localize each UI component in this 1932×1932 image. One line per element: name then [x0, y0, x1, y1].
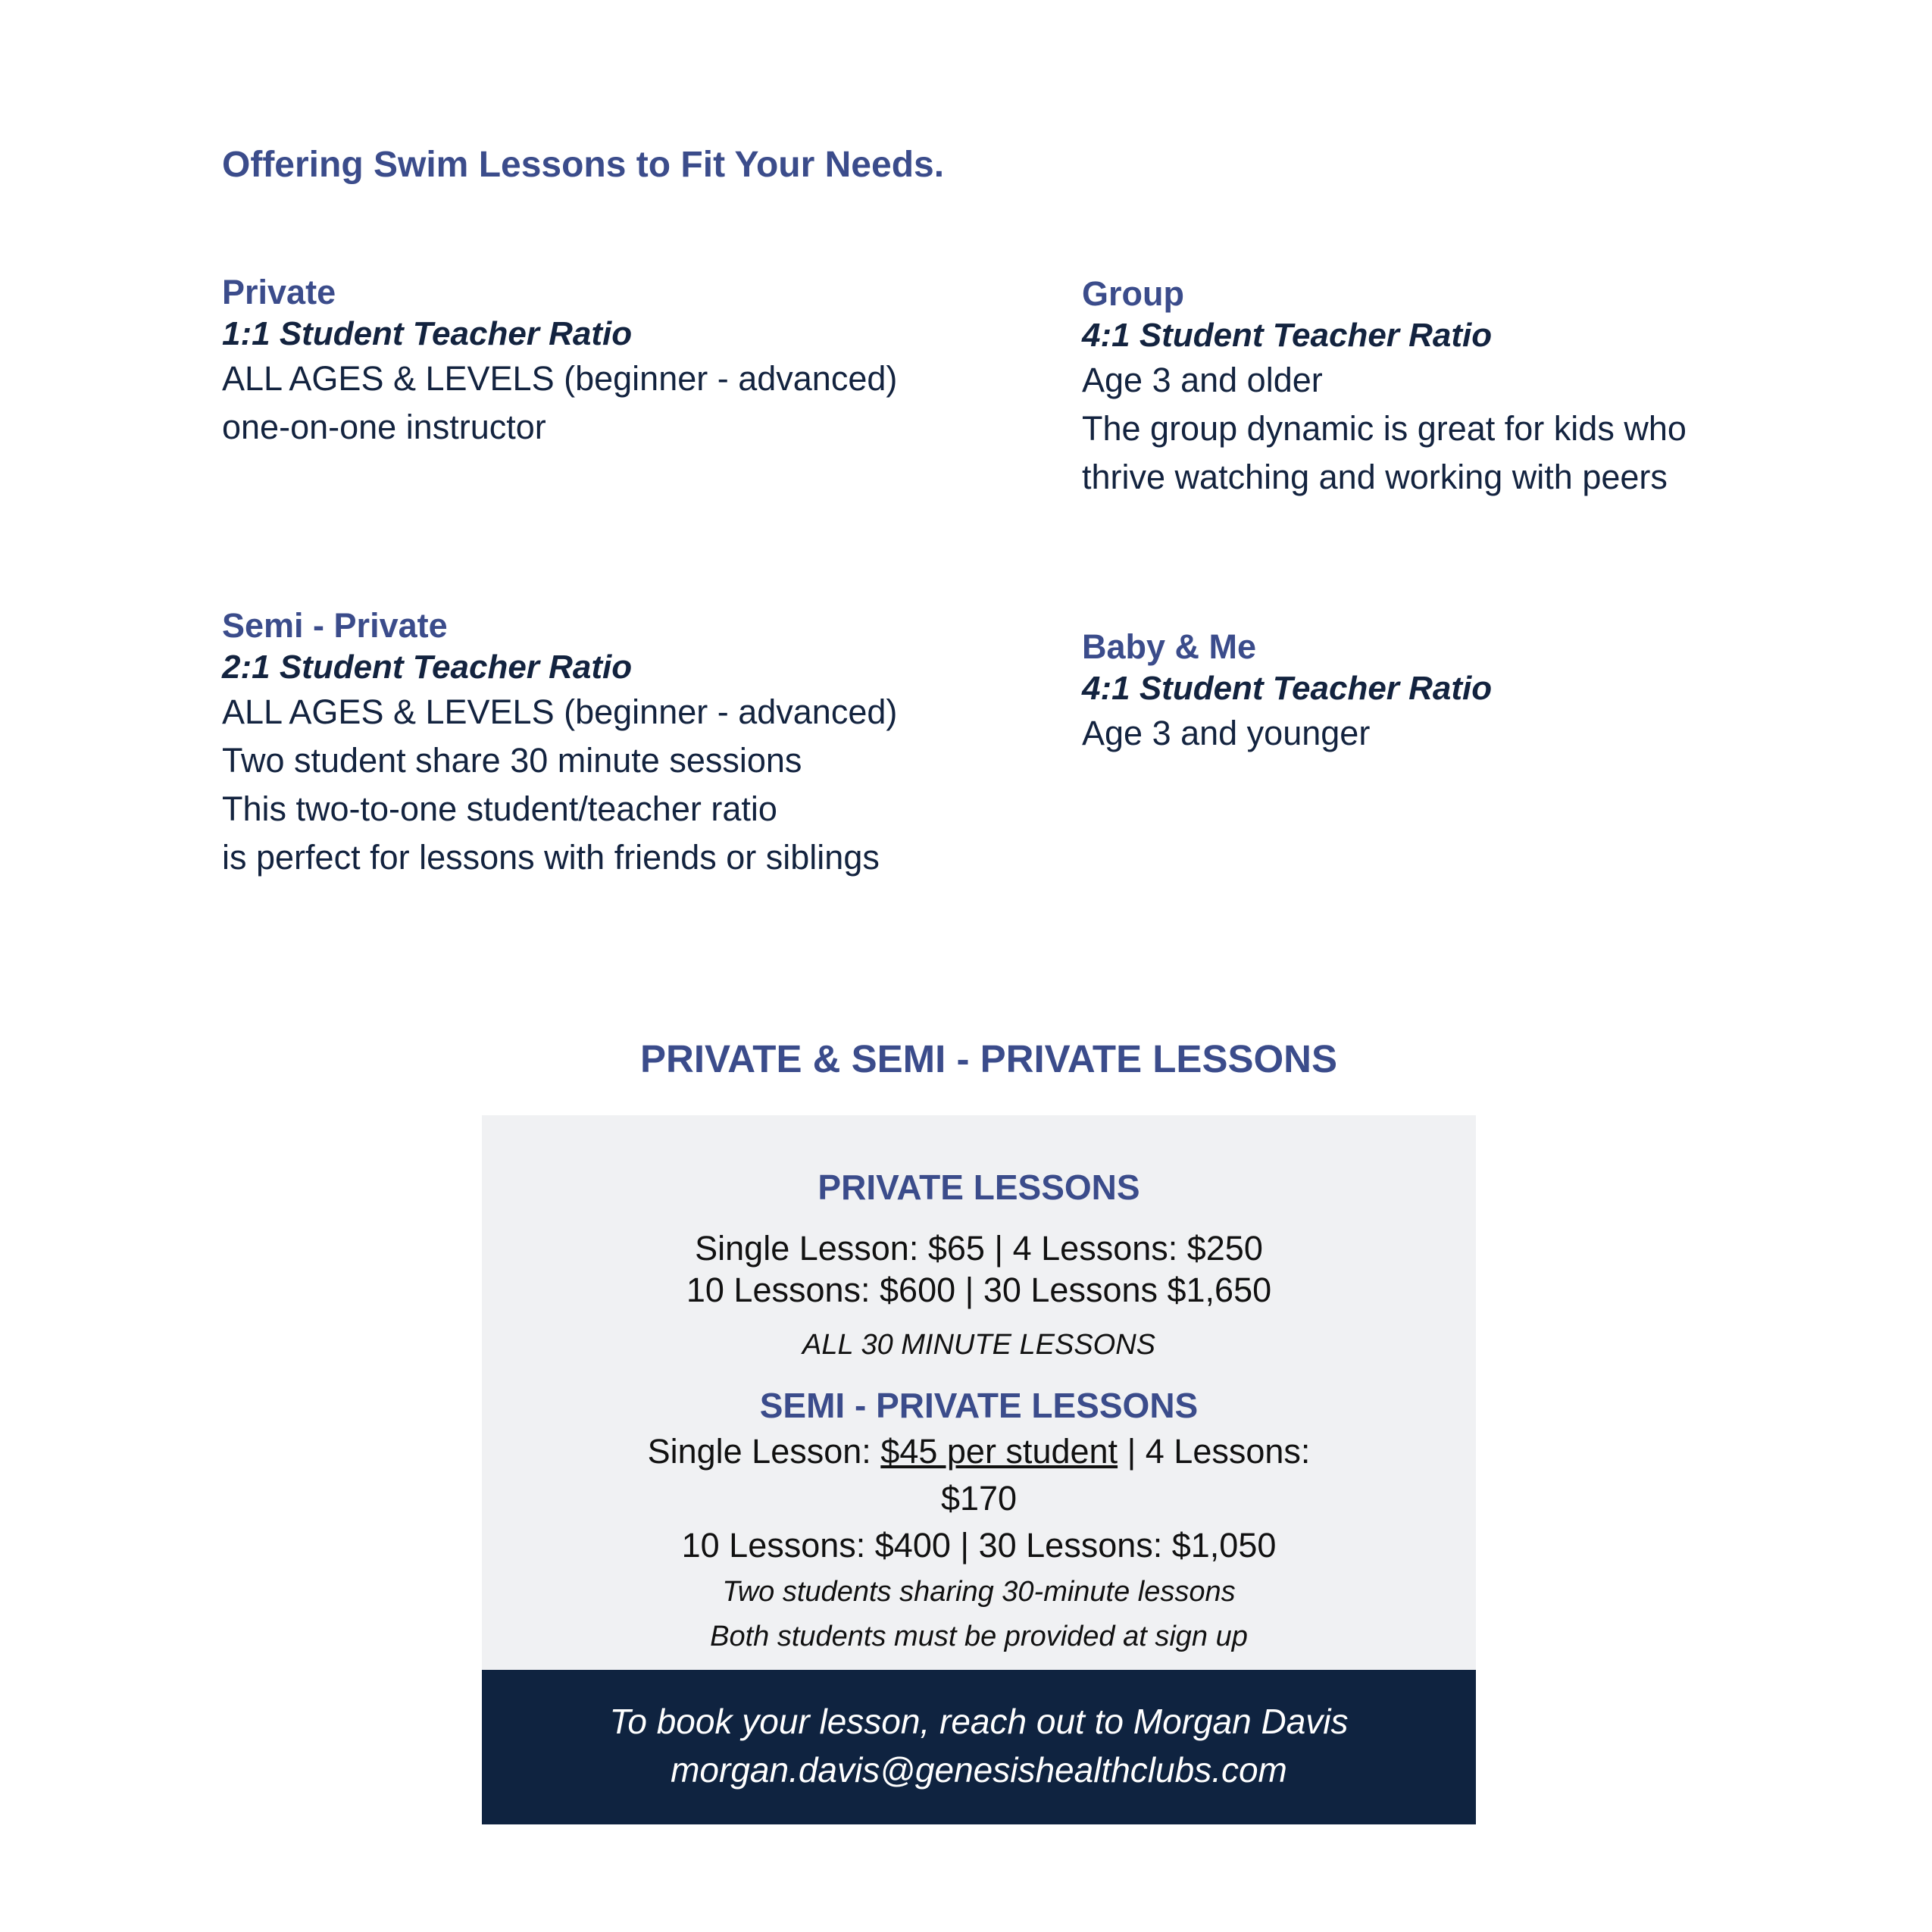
baby-and-me-heading: Baby & Me: [1082, 627, 1257, 666]
group-line: thrive watching and working with peers: [1082, 458, 1668, 496]
pricing-title: PRIVATE & SEMI - PRIVATE LESSONS: [640, 1037, 1337, 1080]
semi-private-note: Both students must be provided at sign up: [710, 1621, 1248, 1652]
booking-text: To book your lesson, reach out to Morgan Davis: [609, 1702, 1349, 1741]
semi-private-ratio: 2:1 Student Teacher Ratio: [222, 649, 633, 686]
semi-private-heading: Semi - Private: [222, 606, 448, 645]
private-lessons-title: PRIVATE LESSONS: [818, 1168, 1140, 1207]
pricing-box: [482, 1115, 1476, 1670]
private-ratio: 1:1 Student Teacher Ratio: [222, 315, 633, 352]
group-ratio: 4:1 Student Teacher Ratio: [1082, 317, 1493, 354]
private-price-line: 10 Lessons: $600 | 30 Lessons $1,650: [686, 1271, 1272, 1309]
semi-private-line: ALL AGES & LEVELS (beginner - advanced): [222, 692, 898, 731]
booking-banner: [482, 1670, 1476, 1824]
semi-private-line: This two-to-one student/teacher ratio: [222, 789, 777, 828]
private-section: [222, 271, 980, 452]
page-title: Offering Swim Lessons to Fit Your Needs.: [222, 145, 945, 185]
group-section: [1082, 273, 1840, 502]
private-line: ALL AGES & LEVELS (beginner - advanced): [222, 359, 898, 398]
booking-email[interactable]: morgan.davis@genesishealthclubs.com: [671, 1750, 1287, 1790]
baby-and-me-line: Age 3 and younger: [1082, 714, 1371, 752]
per-student-price: $45 per student: [880, 1432, 1118, 1471]
baby-and-me-ratio: 4:1 Student Teacher Ratio: [1082, 670, 1493, 707]
semi-private-price-line: 10 Lessons: $400 | 30 Lessons: $1,050: [681, 1526, 1277, 1565]
price-suffix: | 4 Lessons:: [1118, 1432, 1311, 1471]
private-price-line: Single Lesson: $65 | 4 Lessons: $250: [695, 1229, 1263, 1268]
semi-private-lessons-title: SEMI - PRIVATE LESSONS: [759, 1386, 1199, 1425]
semi-private-price-line: [482, 1430, 1476, 1472]
private-heading: Private: [222, 273, 336, 311]
private-line: one-on-one instructor: [222, 408, 546, 446]
baby-and-me-section: [1082, 626, 1840, 758]
private-note: ALL 30 MINUTE LESSONS: [802, 1329, 1156, 1361]
group-line: Age 3 and older: [1082, 361, 1323, 399]
semi-private-price-wrap: $170: [940, 1479, 1018, 1518]
price-prefix: Single Lesson:: [647, 1432, 881, 1471]
semi-private-note: Two students sharing 30-minute lessons: [722, 1576, 1236, 1608]
semi-private-line: is perfect for lessons with friends or siblings: [222, 838, 880, 877]
semi-private-section: [222, 605, 980, 882]
group-heading: Group: [1082, 274, 1184, 313]
semi-private-line: Two student share 30 minute sessions: [222, 741, 802, 780]
group-line: The group dynamic is great for kids who: [1082, 409, 1687, 448]
